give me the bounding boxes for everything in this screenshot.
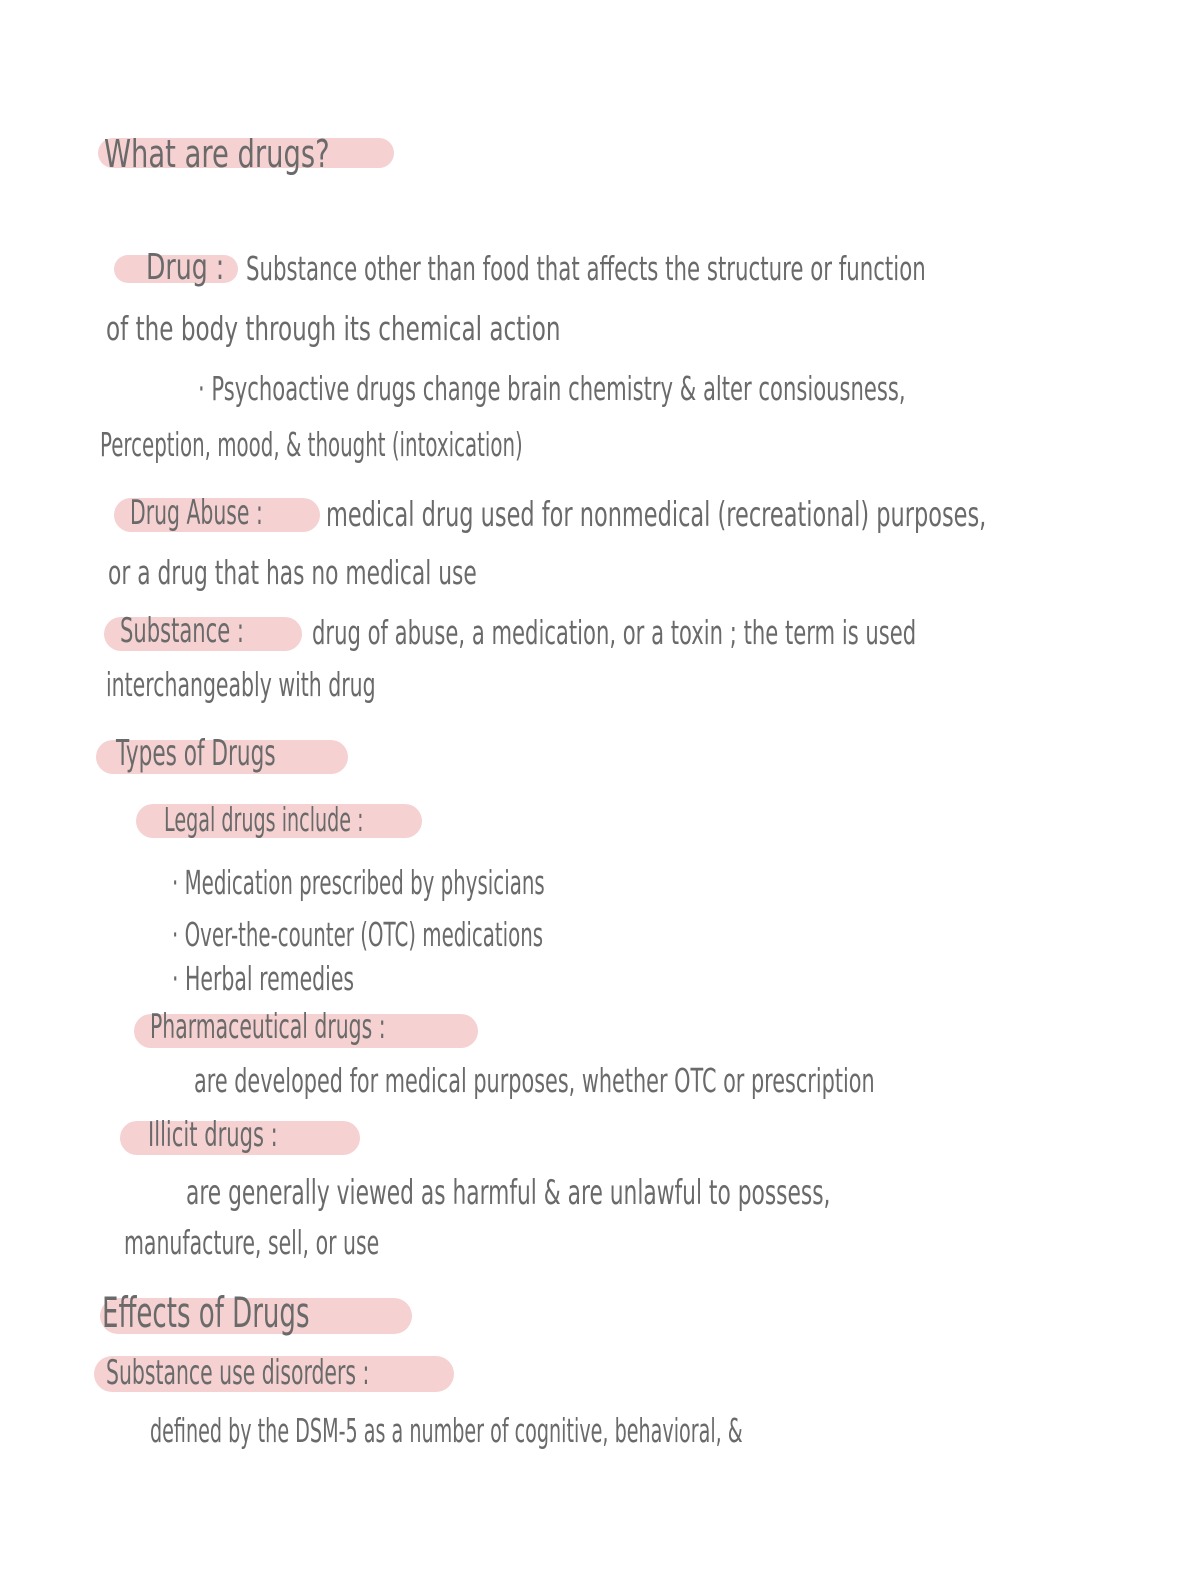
drug-term: Drug :	[146, 247, 225, 288]
substance-use-disorders-term: Substance use disorders :	[106, 1353, 370, 1393]
psychoactive-line-2: Perception, mood, & thought (intoxication)	[100, 425, 523, 464]
legal-drugs-item: · Medication prescribed by physicians	[172, 863, 545, 902]
substance-definition-line-1: drug of abuse, a medication, or a toxin ; the term is used	[312, 613, 917, 652]
drug-abuse-definition-line-1: medical drug used for nonmedical (recreational) purposes,	[326, 495, 987, 535]
heading-types-of-drugs: Types of Drugs	[116, 733, 276, 774]
legal-drugs-item: · Herbal remedies	[172, 959, 355, 998]
psychoactive-line-1: · Psychoactive drugs change brain chemistry & alter consiousness,	[198, 369, 906, 408]
heading-effects-of-drugs: Effects of Drugs	[102, 1288, 310, 1337]
drug-abuse-term: Drug Abuse :	[130, 493, 263, 533]
illicit-drugs-definition-line-1: are generally viewed as harmful & are unlawful to possess,	[186, 1173, 831, 1213]
pharmaceutical-drugs-definition: are developed for medical purposes, whether OTC or prescription	[194, 1061, 875, 1100]
substance-use-disorders-definition-line-1: defined by the DSM-5 as a number of cognitive, behavioral, &	[150, 1411, 743, 1450]
legal-drugs-term: Legal drugs include :	[164, 800, 364, 839]
heading-what-are-drugs: What are drugs?	[104, 132, 330, 176]
drug-definition-line-1: Substance other than food that affects the structure or function	[246, 249, 926, 288]
drug-definition-line-2: of the body through its chemical action	[106, 309, 561, 348]
substance-definition-line-2: interchangeably with drug	[106, 665, 376, 704]
legal-drugs-item: · Over-the-counter (OTC) medications	[172, 915, 544, 954]
pharmaceutical-drugs-term: Pharmaceutical drugs :	[150, 1007, 386, 1047]
illicit-drugs-definition-line-2: manufacture, sell, or use	[124, 1223, 380, 1262]
drug-abuse-definition-line-2: or a drug that has no medical use	[108, 553, 477, 592]
illicit-drugs-term: Illicit drugs :	[148, 1115, 278, 1155]
substance-term: Substance :	[120, 611, 245, 651]
